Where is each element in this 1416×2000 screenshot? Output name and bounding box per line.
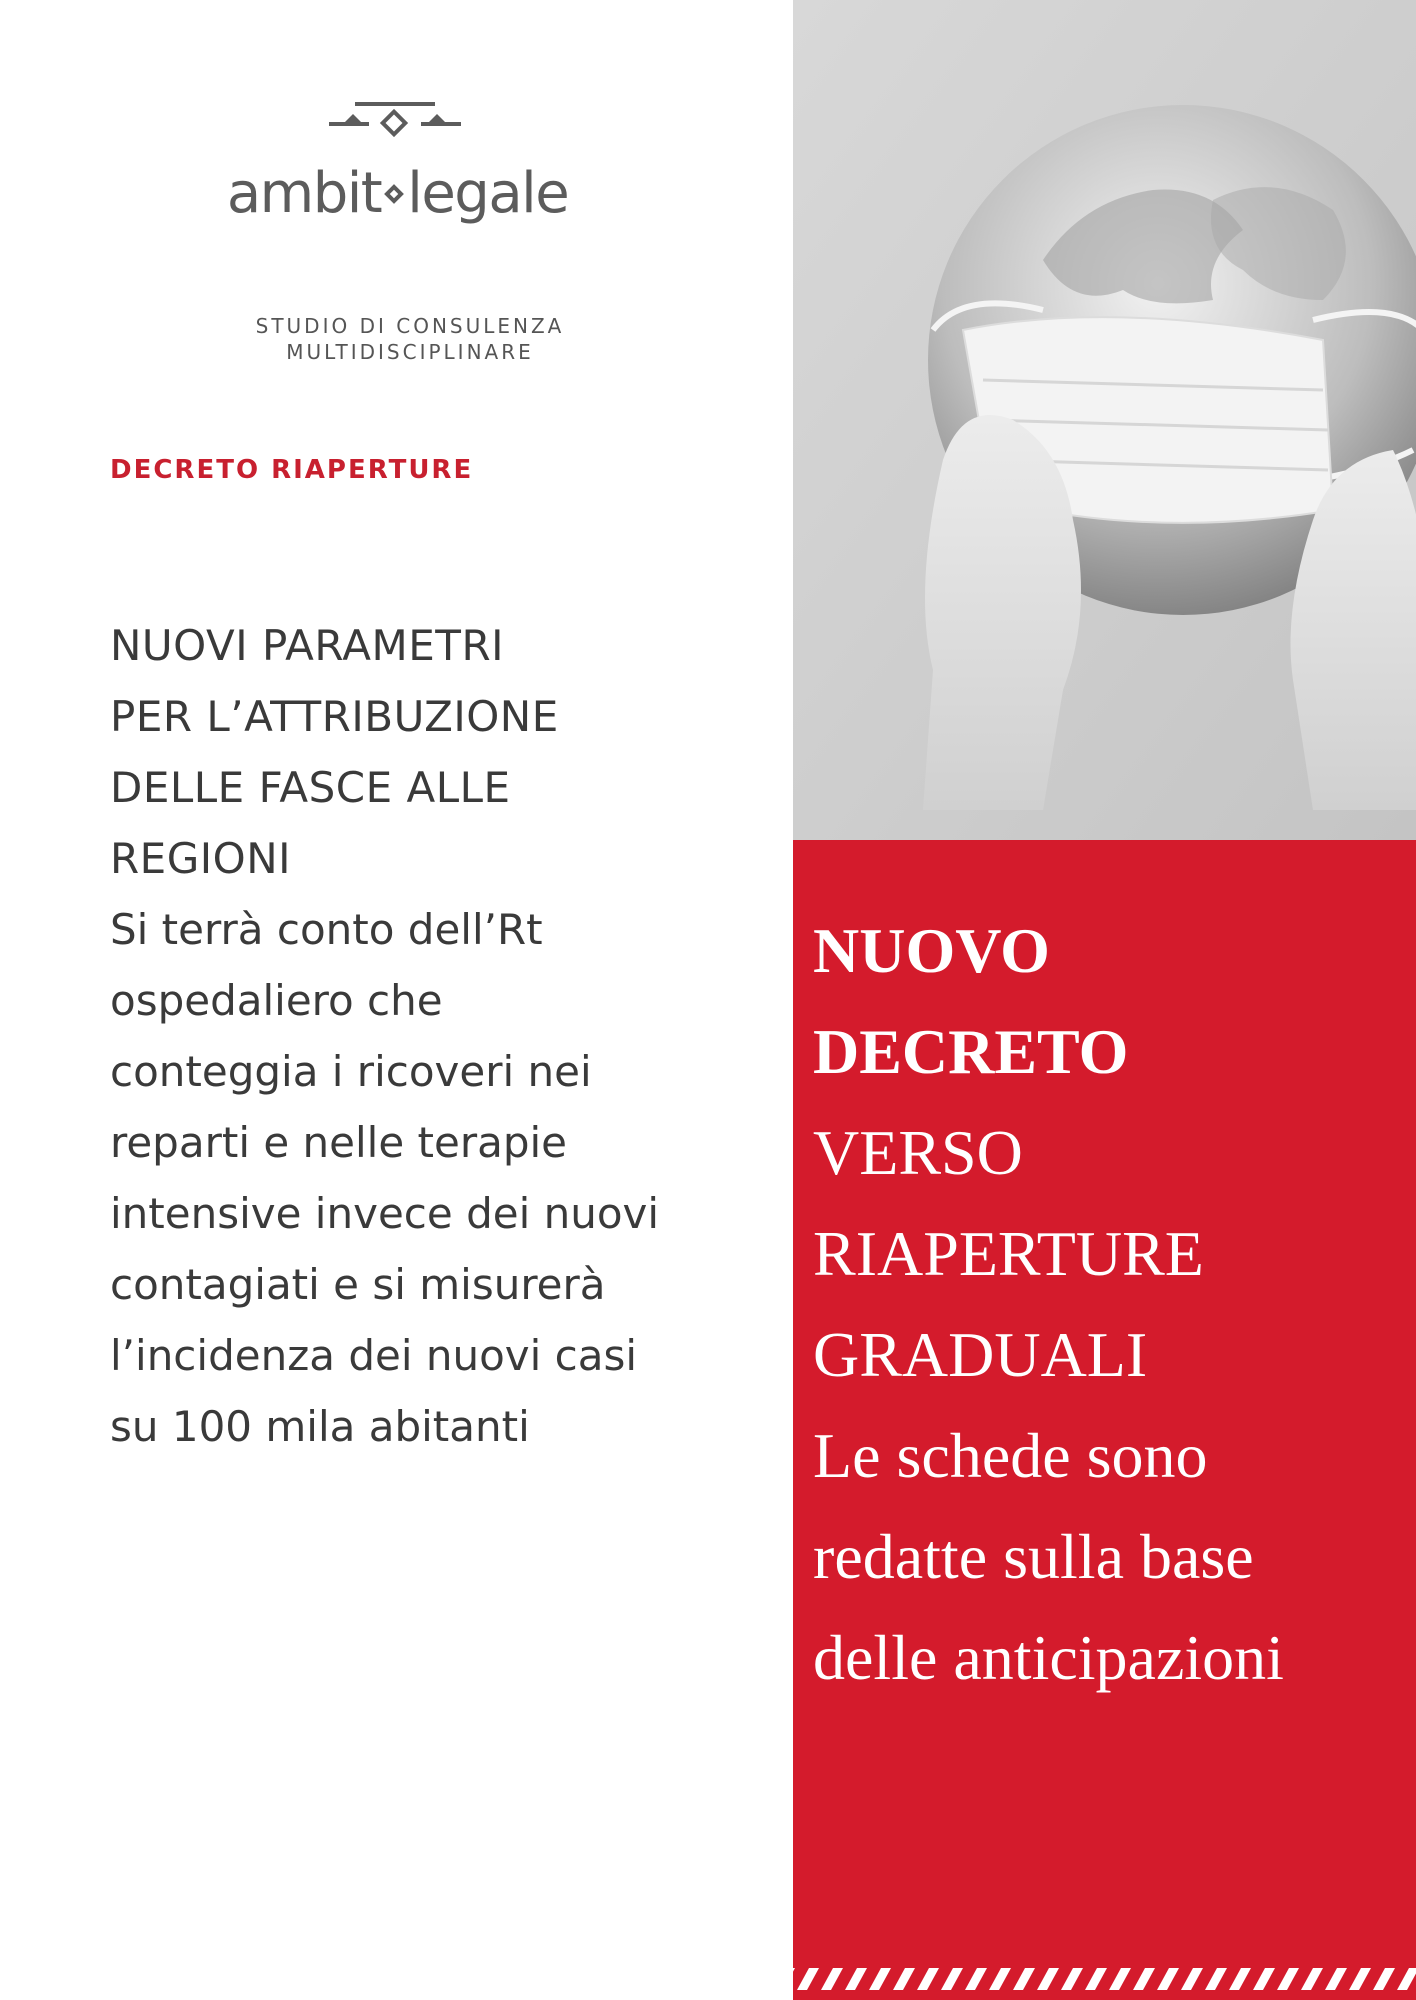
stripe	[965, 1968, 987, 1990]
stripe	[989, 1968, 1011, 1990]
stripe	[869, 1968, 891, 1990]
stripe	[845, 1968, 867, 1990]
stripe	[1325, 1968, 1347, 1990]
stripe	[1229, 1968, 1251, 1990]
paragraph-line: Si terrà conto dell’Rt	[110, 905, 543, 954]
paragraph-line: su 100 mila abitanti	[110, 1402, 530, 1451]
body-text	[110, 610, 750, 1462]
stripe	[941, 1968, 963, 1990]
section-label: DECRETO RIAPERTURE	[110, 455, 474, 485]
headline-line: RIAPERTURE	[813, 1218, 1204, 1289]
paragraph-line: conteggia i ricoveri nei	[110, 1047, 592, 1096]
stripe	[1349, 1968, 1371, 1990]
heading-line: NUOVI PARAMETRI	[110, 621, 505, 670]
tagline	[200, 313, 620, 365]
stripe	[1013, 1968, 1035, 1990]
logo	[225, 100, 570, 250]
stripe	[1253, 1968, 1275, 1990]
tagline-line-1: STUDIO DI CONSULENZA	[255, 314, 565, 338]
headline-line: Le schede sono	[813, 1420, 1208, 1491]
stripe	[1277, 1968, 1299, 1990]
paragraph-line: ospedaliero che	[110, 976, 443, 1025]
logo-wordmark	[225, 162, 570, 226]
headline-line: delle anticipazioni	[813, 1622, 1284, 1693]
stripe	[1109, 1968, 1131, 1990]
stripe	[917, 1968, 939, 1990]
headline-line: VERSO	[813, 1117, 1023, 1188]
stripe	[1181, 1968, 1203, 1990]
stripe	[1397, 1968, 1416, 1990]
stripe	[1133, 1968, 1155, 1990]
heading-line: REGIONI	[110, 834, 292, 883]
paragraph-line: l’incidenza dei nuovi casi	[110, 1331, 638, 1380]
stripe	[1061, 1968, 1083, 1990]
decorative-stripes	[793, 1968, 1416, 1990]
stripe	[1301, 1968, 1323, 1990]
headline-panel	[793, 840, 1416, 2000]
headline-bold-line: DECRETO	[813, 1016, 1129, 1087]
heading-line: DELLE FASCE ALLE	[110, 763, 511, 812]
paragraph-line: reparti e nelle terapie	[110, 1118, 567, 1167]
tagline-line-2: MULTIDISCIPLINARE	[286, 340, 534, 364]
paragraph-line: intensive invece dei nuovi	[110, 1189, 660, 1238]
stripe	[1037, 1968, 1059, 1990]
stripe	[1085, 1968, 1107, 1990]
stripe	[1157, 1968, 1179, 1990]
right-column	[793, 0, 1416, 2000]
heading-line: PER L’ATTRIBUZIONE	[110, 692, 559, 741]
globe-with-mask-photo	[793, 0, 1416, 840]
headline	[813, 900, 1413, 1708]
headline-bold-line: NUOVO	[813, 915, 1050, 986]
stripe	[821, 1968, 843, 1990]
headline-line: redatte sulla base	[813, 1521, 1254, 1592]
logo-word-ambit: ambit	[226, 161, 382, 226]
logo-word-legale: legale	[407, 161, 569, 226]
scales-logo-icon	[325, 100, 465, 146]
globe-mask-illustration	[793, 0, 1416, 840]
stripe	[1205, 1968, 1227, 1990]
headline-line: GRADUALI	[813, 1319, 1148, 1390]
diamond-icon	[384, 184, 404, 204]
stripe	[1373, 1968, 1395, 1990]
stripe	[797, 1968, 819, 1990]
stripe	[893, 1968, 915, 1990]
stripe	[793, 1968, 795, 1990]
paragraph-line: contagiati e si misurerà	[110, 1260, 606, 1309]
